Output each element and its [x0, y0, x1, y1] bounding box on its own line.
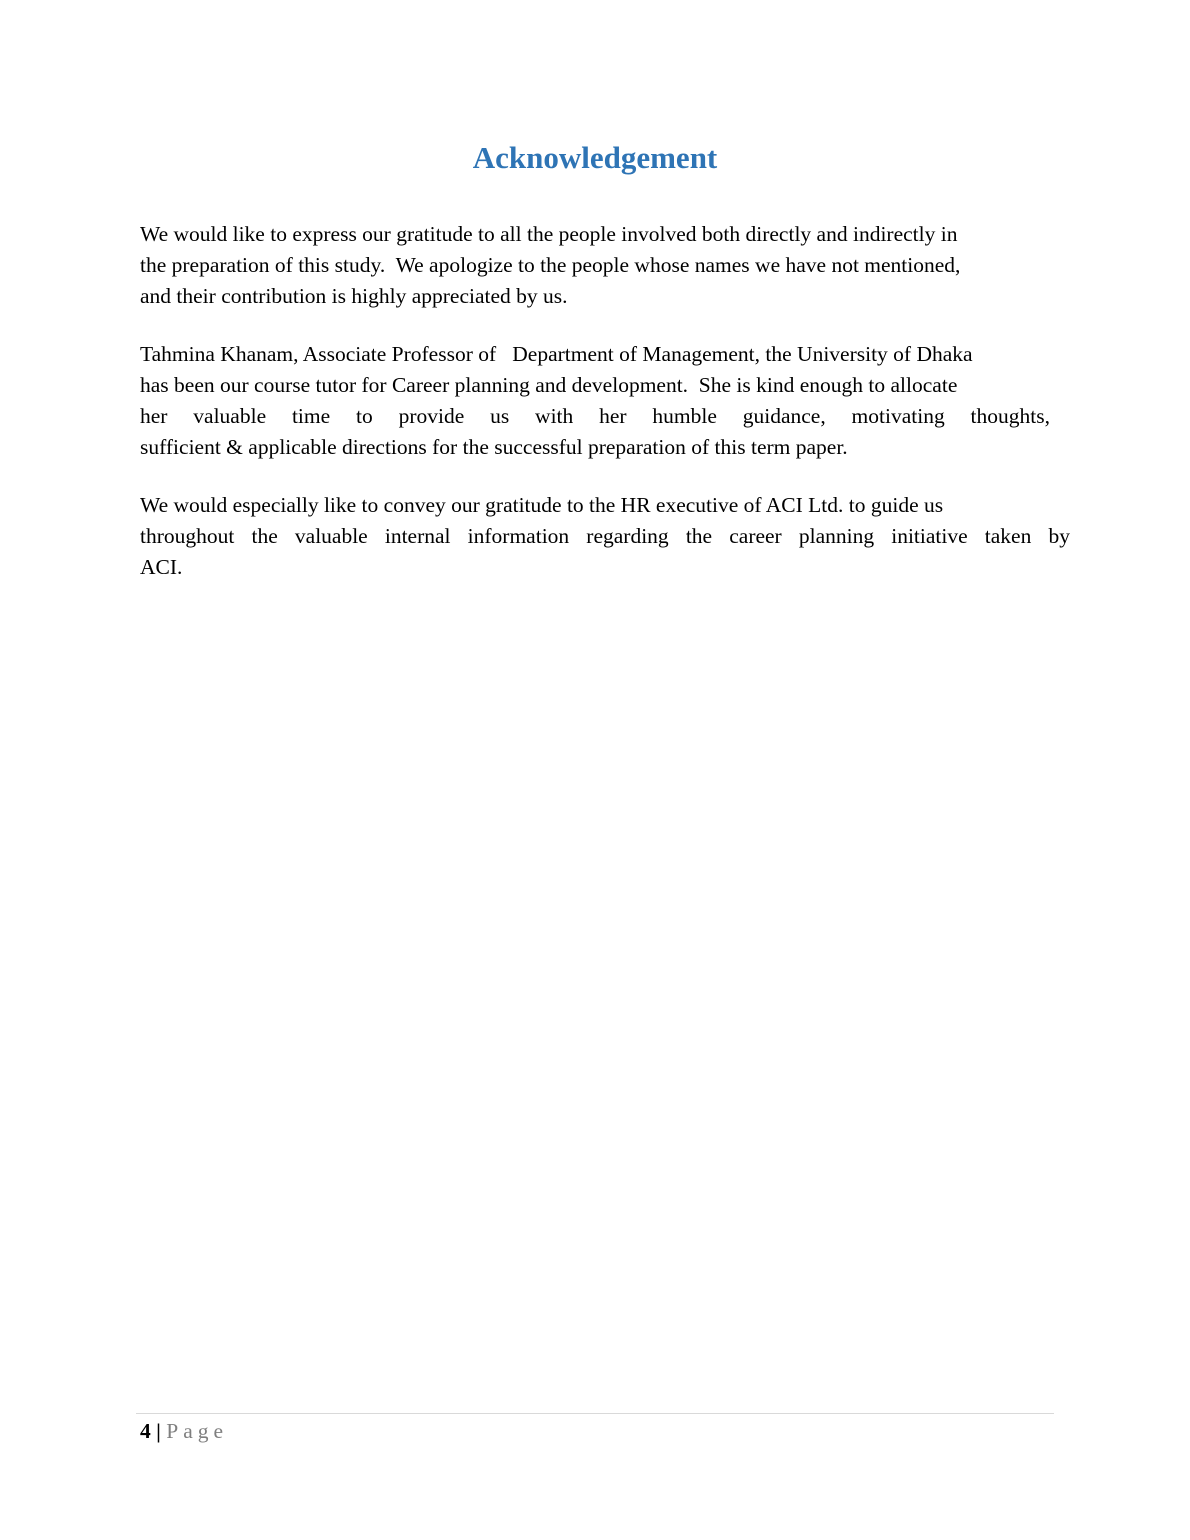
- paragraph-line: the preparation of this study. We apologize to the people whose names we have not mentioned,: [140, 253, 961, 277]
- footer-divider: [136, 1413, 1054, 1414]
- paragraph-2: [140, 339, 1070, 463]
- paragraph-line: sufficient & applicable directions for the successful preparation of this term paper.: [140, 435, 848, 459]
- page-label: Page: [166, 1419, 229, 1443]
- page-footer: [140, 1415, 228, 1447]
- page-number: 4: [140, 1419, 151, 1443]
- paragraph-line: throughout the valuable internal information regarding the career planning initiative taken by: [140, 524, 1070, 548]
- footer-separator: |: [156, 1419, 161, 1443]
- paragraph-line: her valuable time to provide us with her humble guidance, motivating thoughts,: [140, 404, 1050, 428]
- paragraph-line: has been our course tutor for Career planning and development. She is kind enough to allocate: [140, 373, 958, 397]
- paragraph-1: [140, 219, 1070, 312]
- paragraph-line: Tahmina Khanam, Associate Professor of Department of Management, the University of Dhaka: [140, 342, 973, 366]
- paragraph-line: ACI.: [140, 555, 183, 579]
- paragraph-line: We would like to express our gratitude to all the people involved both directly and indirectly in: [140, 222, 958, 246]
- paragraph-line: and their contribution is highly appreciated by us.: [140, 284, 568, 308]
- page-title: Acknowledgement: [472, 140, 718, 175]
- paragraph-line: We would especially like to convey our gratitude to the HR executive of ACI Ltd. to guide us: [140, 493, 944, 517]
- paragraph-3: [140, 490, 1070, 583]
